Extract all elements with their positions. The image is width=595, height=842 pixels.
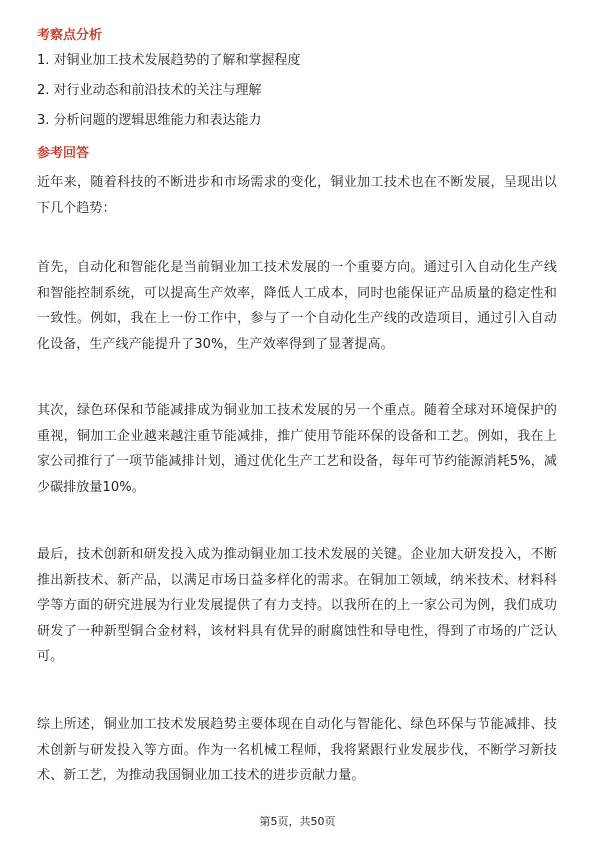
answer-paragraph-intro: 近年来，随着科技的不断进步和市场需求的变化，铜业加工技术也在不断发展，呈现出以下几个趋势： [37,175,557,216]
page-number: 第5页，共50页 [259,815,336,828]
answer-paragraph-green: 其次，绿色环保和节能减排成为铜业加工技术发展的另一个重点。随着全球对环境保护的重视，铜加工企业越来越注重节能减排，推广使用节能环保的设备和工艺。例如，我在上家公司推行了一项节能减排计划，通过优化生产工艺和设备，每年可节约能源消耗5%，减少碳排放量10%。 [37,403,557,495]
answer-paragraph-summary: 综上所述，铜业加工技术发展趋势主要体现在自动化与智能化、绿色环保与节能减排、技术创新与研发投入等方面。作为一名机械工程师，我将紧跟行业发展步伐，不断学习新技术、新工艺，为推动我国铜业加工技术的进步贡献力量。 [37,717,557,783]
analysis-heading: 考察点分析 [37,28,103,43]
analysis-item-2: 2. 对行业动态和前沿技术的关注与理解 [37,83,262,98]
answer-paragraph-automation: 首先，自动化和智能化是当前铜业加工技术发展的一个重要方向。通过引入自动化生产线和智能控制系统，可以提高生产效率，降低人工成本，同时也能保证产品质量的稳定性和一致性。例如，我在上一份工作中，参与了一个自动化生产线的改造项目，通过引入自动化设备，生产线产能提升了30%，生产效率得到了显著提高。 [37,260,557,352]
analysis-item-1: 1. 对铜业加工技术发展趋势的了解和掌握程度 [37,53,301,68]
answer-paragraph-innovation: 最后，技术创新和研发投入成为推动铜业加工技术发展的关键。企业加大研发投入，不断推出新技术、新产品，以满足市场日益多样化的需求。在铜加工领域，纳米技术、材料科学等方面的研究进展为行业发展提供了有力支持。以我所在的上一家公司为例，我们成功研发了一种新型铜合金材料，该材料具有优异的耐腐蚀性和导电性，得到了市场的广泛认可。 [37,547,557,664]
answer-heading: 参考回答 [37,146,90,161]
analysis-item-3: 3. 分析问题的逻辑思维能力和表达能力 [37,113,262,128]
